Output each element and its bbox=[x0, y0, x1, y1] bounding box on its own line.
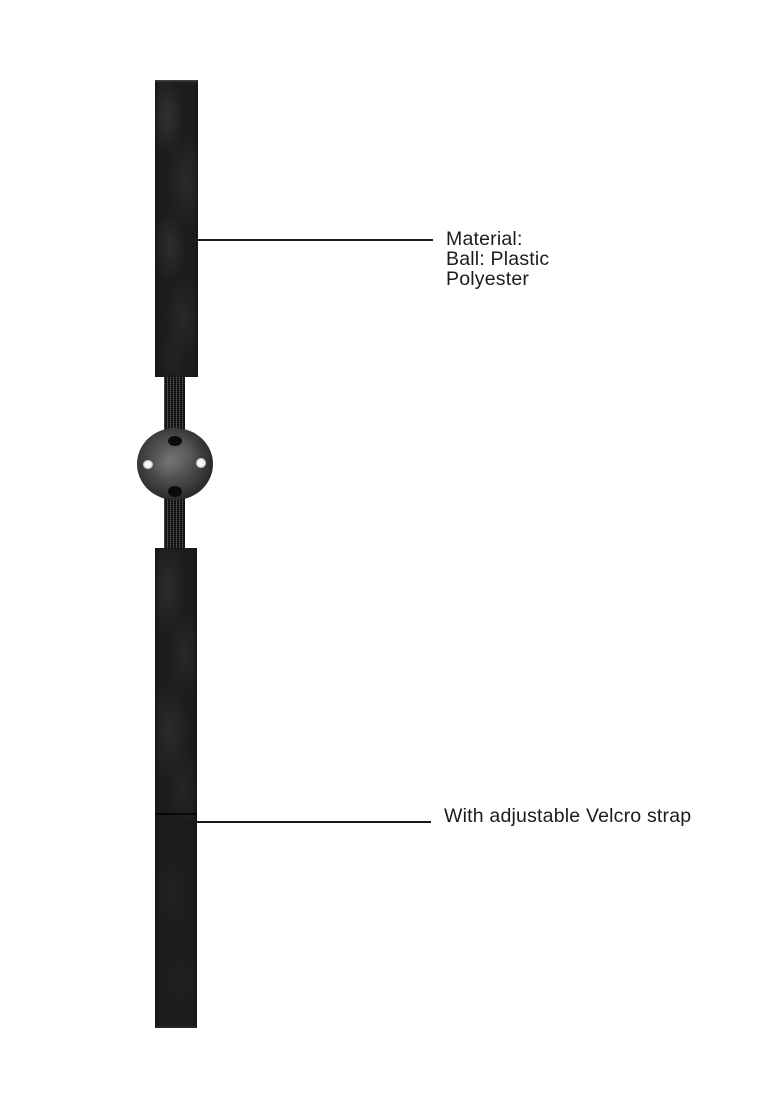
ball-air-hole-bottom bbox=[168, 486, 182, 497]
ball-air-hole-left bbox=[143, 460, 153, 469]
gag-ball bbox=[137, 428, 213, 500]
bottom-velcro-strap bbox=[155, 548, 197, 1028]
velcro-callout-line bbox=[184, 821, 431, 823]
lower-webbing-strap bbox=[164, 494, 185, 548]
velcro-label: With adjustable Velcro strap bbox=[444, 805, 692, 827]
material-callout-line bbox=[186, 239, 433, 241]
material-label bbox=[446, 229, 549, 289]
material-label-line1: Material: bbox=[446, 228, 523, 250]
ball-air-hole-right bbox=[196, 458, 206, 468]
velcro-seam bbox=[155, 813, 197, 815]
upper-webbing-strap bbox=[164, 377, 185, 435]
material-label-line3: Polyester bbox=[446, 268, 530, 290]
material-label-line2: Ball: Plastic bbox=[446, 248, 550, 270]
top-padded-strap bbox=[155, 80, 198, 377]
ball-air-hole-top bbox=[168, 436, 182, 446]
